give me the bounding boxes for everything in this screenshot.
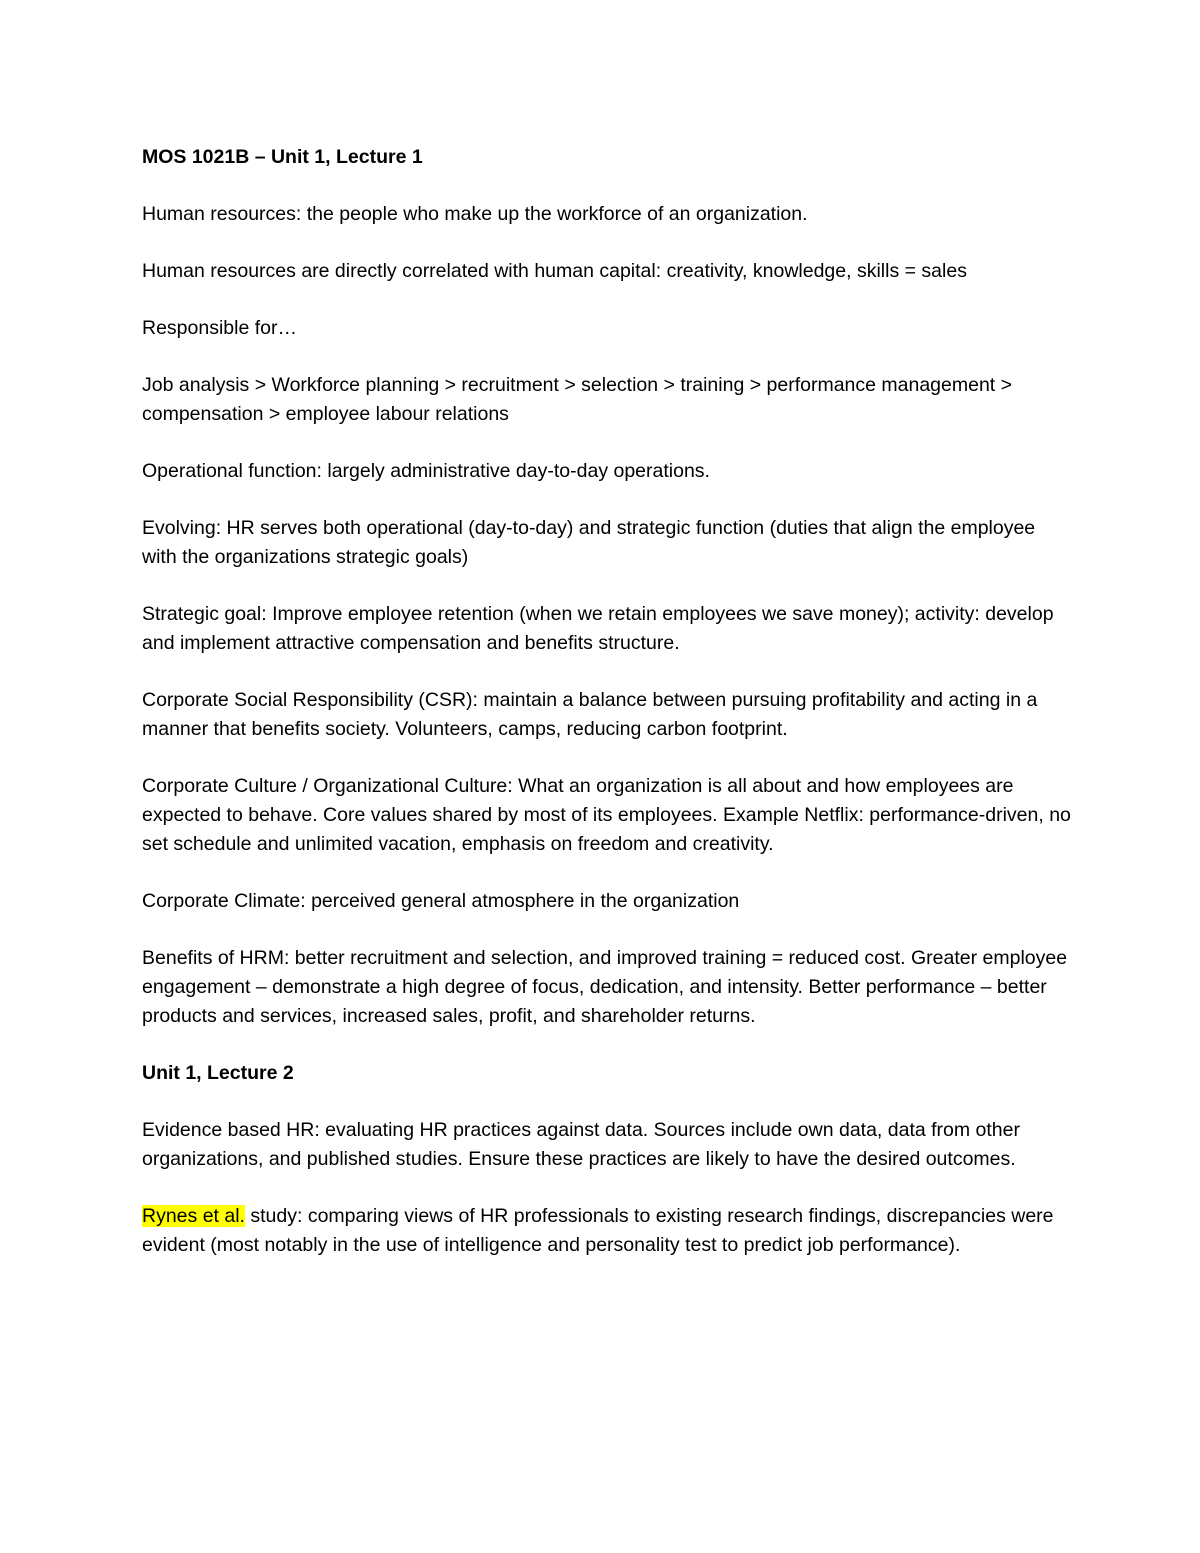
heading-unit1-lecture2: Unit 1, Lecture 2 [142, 1062, 294, 1084]
rynes-study-text: study: comparing views of HR professionals to existing research findings, discrepancies were evident (most notably in the use of intelligence and personality test to predict job performance). [142, 1205, 1054, 1256]
paragraph-corporate-climate: Corporate Climate: perceived general atmosphere in the organization [142, 890, 740, 912]
paragraph-benefits-hrm: Benefits of HRM: better recruitment and selection, and improved training = reduced cost. Greater employee engagement – demonstrate a high degree of focus, dedication, and intensity. Better performance – better products and services, increased sales, profit, and shareholder returns. [142, 947, 1068, 1027]
paragraph-evolving: Evolving: HR serves both operational (day-to-day) and strategic function (duties that align the employee with the organizations strategic goals) [142, 517, 1036, 568]
paragraph-evidence-based-hr: Evidence based HR: evaluating HR practices against data. Sources include own data, data from other organizations, and published studies. Ensure these practices are likely to have the desired outcomes. [142, 1119, 1020, 1170]
highlighted-text: Rynes et al. [142, 1205, 245, 1227]
paragraph-rynes-study [142, 1202, 1072, 1260]
paragraph-job-analysis: Job analysis > Workforce planning > recruitment > selection > training > performance management > compensation > employee labour relations [142, 374, 1013, 425]
paragraph-human-capital: Human resources are directly correlated with human capital: creativity, knowledge, skills = sales [142, 260, 967, 282]
paragraph-csr: Corporate Social Responsibility (CSR): maintain a balance between pursuing profitability and acting in a manner that benefits society. Volunteers, camps, reducing carbon footprint. [142, 689, 1038, 740]
paragraph-corporate-culture: Corporate Culture / Organizational Culture: What an organization is all about and how employees are expected to behave. Core values shared by most of its employees. Example Netflix: performance-driven, no set schedule and unlimited vacation, emphasis on freedom and creativity. [142, 775, 1071, 855]
heading-unit1-lecture1: MOS 1021B – Unit 1, Lecture 1 [142, 146, 423, 168]
paragraph-responsible-for: Responsible for… [142, 317, 297, 339]
paragraph-strategic-goal: Strategic goal: Improve employee retention (when we retain employees we save money); activity: develop and implement attractive compensation and benefits structure. [142, 603, 1054, 654]
document-page [142, 143, 1072, 1288]
paragraph-operational-function: Operational function: largely administrative day-to-day operations. [142, 460, 710, 482]
paragraph-human-resources: Human resources: the people who make up the workforce of an organization. [142, 203, 808, 225]
